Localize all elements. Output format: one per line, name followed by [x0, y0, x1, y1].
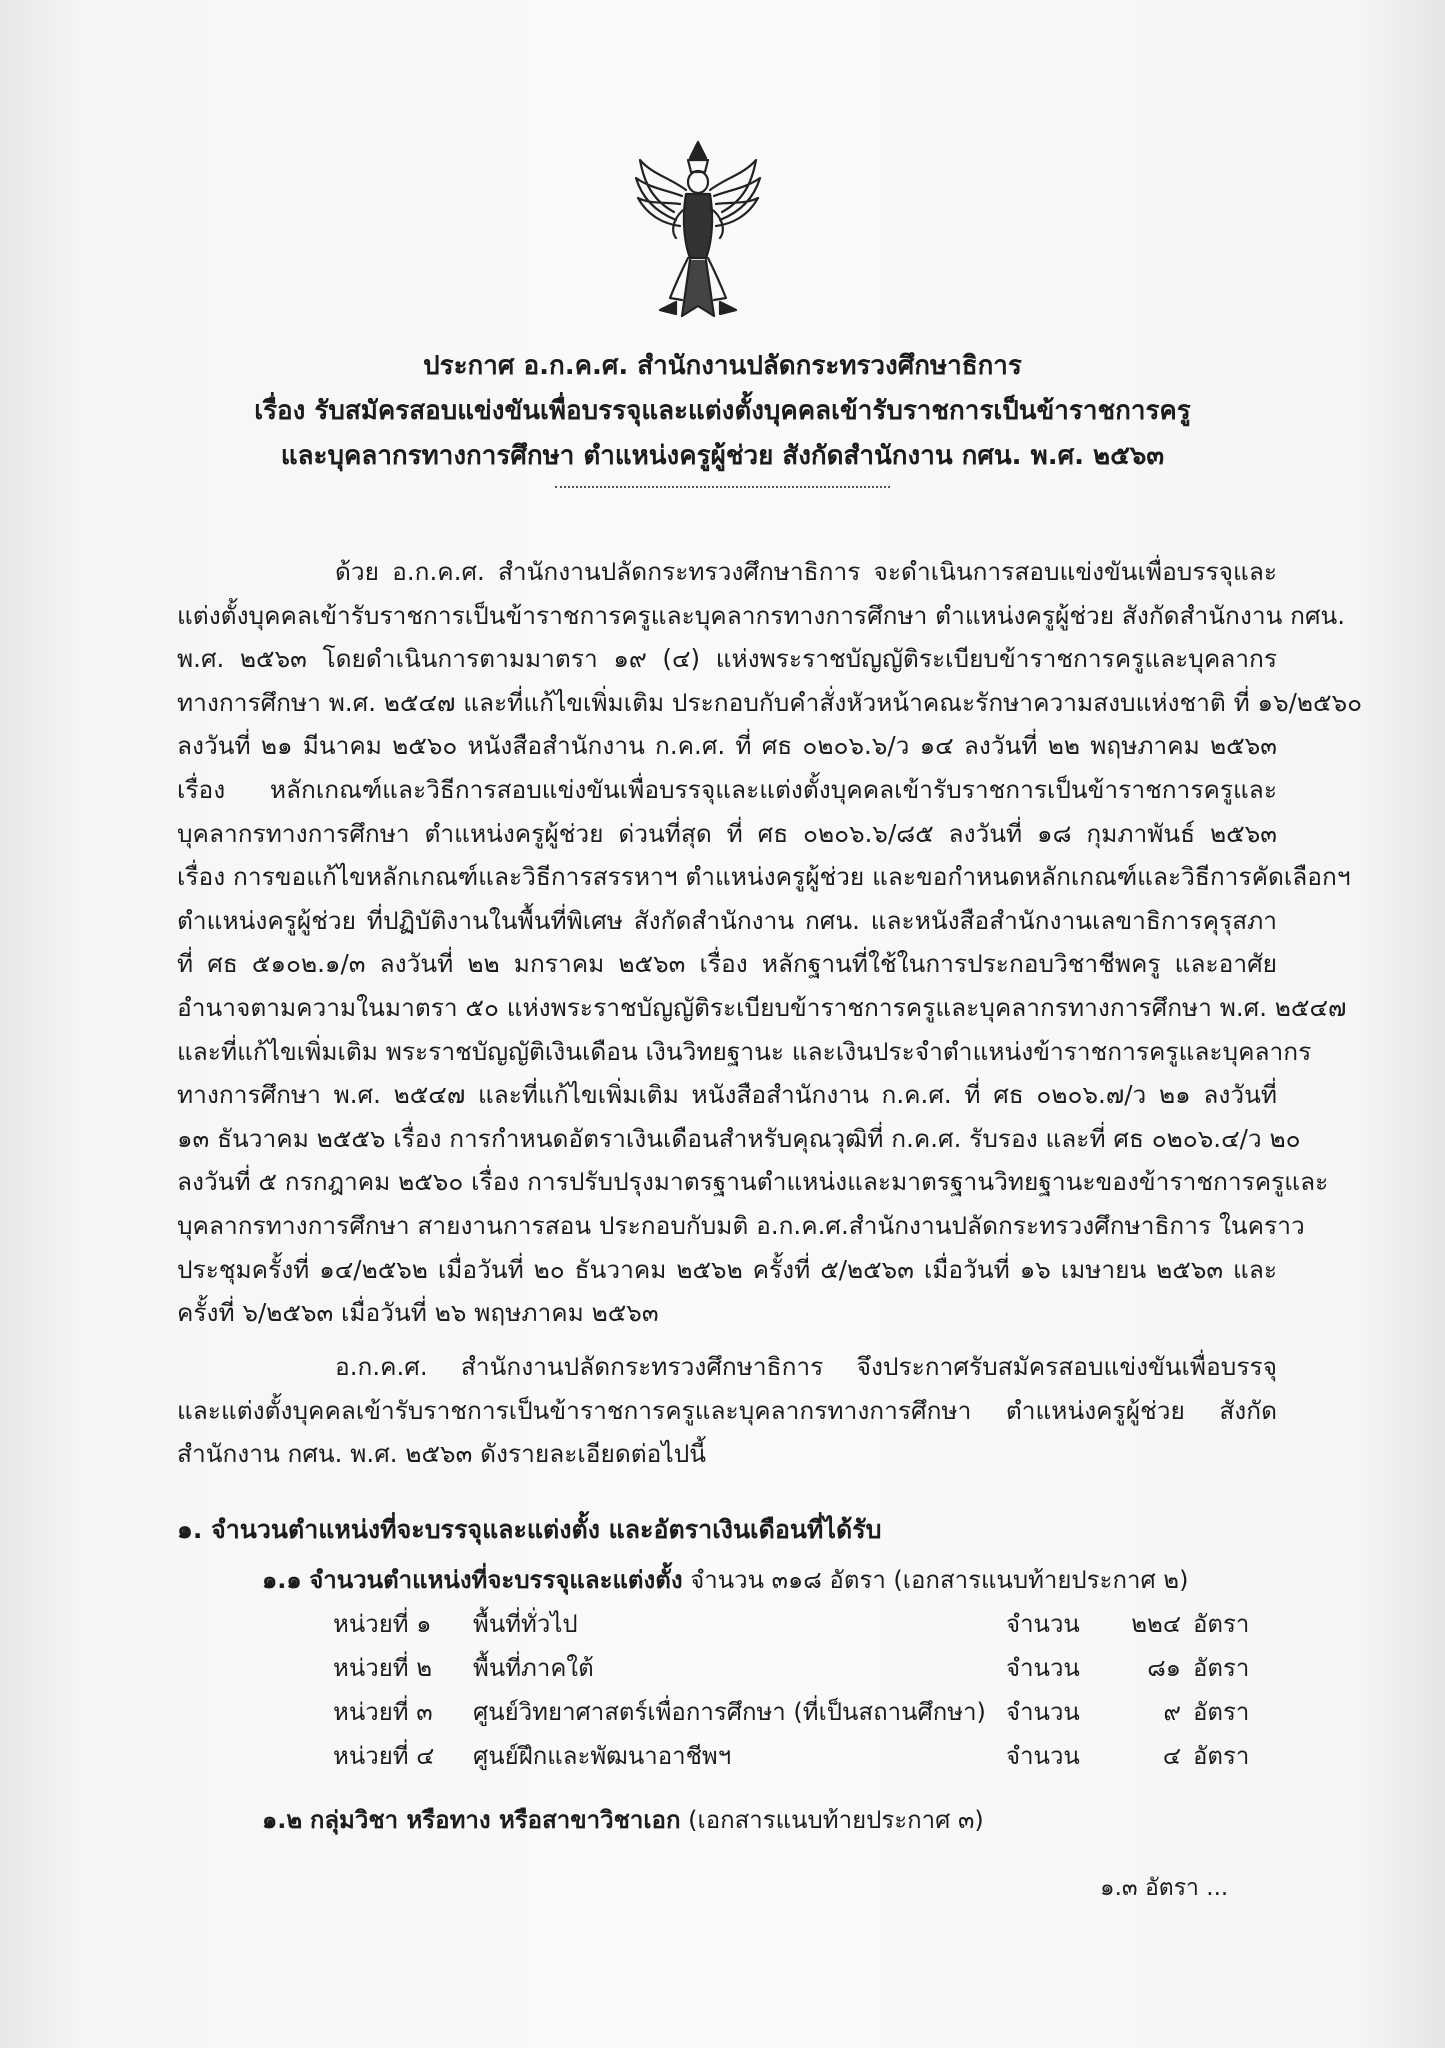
table-row	[333, 1604, 1250, 1648]
unit-count: ๒๒๔	[1131, 1610, 1181, 1638]
table-row	[333, 1648, 1250, 1692]
section-1-1-heading	[262, 1560, 1189, 1599]
title-separator	[555, 486, 890, 488]
unit-count-word: จำนวน	[1006, 1698, 1080, 1726]
paragraph-line: ทางการศึกษา พ.ศ. ๒๕๔๗ และที่แก้ไขเพิ่มเติม หนังสือสำนักงาน ก.ค.ศ. ที่ ศธ ๐๒๐๖.๗/ว ๒๑ ลงวันที่	[177, 1080, 1277, 1110]
unit-name: พื้นที่ทั่วไป	[473, 1610, 578, 1638]
paragraph-line: สำนักงาน กศน. พ.ศ. ๒๕๖๓ ดังรายละเอียดต่อไปนี้	[177, 1439, 707, 1469]
paragraph-line: ประชุมครั้งที่ ๑๔/๒๕๖๒ เมื่อวันที่ ๒๐ ธันวาคม ๒๕๖๒ ครั้งที่ ๕/๒๕๖๓ เมื่อวันที่ ๑๖ เมษายน ๒๕๖๓ และ	[177, 1254, 1277, 1284]
unit-label: หน่วยที่ ๒	[333, 1654, 433, 1682]
section-1-2-detail: (เอกสารแนบท้ายประกาศ ๓)	[688, 1806, 984, 1834]
announcement-paragraph	[177, 1345, 1277, 1476]
title-line-2: เรื่อง รับสมัครสอบแข่งขันเพื่อบรรจุและแต่งตั้งบุคคลเข้ารับราชการเป็นข้าราชการครู	[254, 396, 1191, 426]
unit-label: หน่วยที่ ๑	[333, 1610, 432, 1638]
unit-count: ๘๑	[1147, 1654, 1181, 1682]
paragraph-line: อำนาจตามความในมาตรา ๕๐ แห่งพระราชบัญญัติระเบียบข้าราชการครูและบุคลากรทางการศึกษา พ.ศ. ๒๕๔๗	[177, 992, 1347, 1022]
unit-name: ศูนย์ฝึกและพัฒนาอาชีพฯ	[473, 1742, 732, 1770]
paragraph-line: ลงวันที่ ๒๑ มีนาคม ๒๕๖๐ หนังสือสำนักงาน ก.ค.ศ. ที่ ศธ ๐๒๐๖.๖/ว ๑๔ ลงวันที่ ๒๒ พฤษภาคม ๒๕๖๓	[177, 731, 1277, 761]
paragraph-line: แต่งตั้งบุคคลเข้ารับราชการเป็นข้าราชการครูและบุคลากรทางการศึกษา ตำแหน่งครูผู้ช่วย สังกัดสำนักงาน กศน.	[177, 600, 1346, 630]
unit-suffix: อัตรา	[1193, 1698, 1250, 1726]
paragraph-line: และที่แก้ไขเพิ่มเติม พระราชบัญญัติเงินเดือน เงินวิทยฐานะ และเงินประจำตำแหน่งข้าราชการครูและบุคลากร	[177, 1036, 1312, 1066]
section-1-2-number: ๑.๒	[262, 1806, 303, 1834]
unit-name: พื้นที่ภาคใต้	[473, 1654, 594, 1682]
unit-count: ๔	[1162, 1742, 1181, 1770]
title-line-3: และบุคลากรทางการศึกษา ตำแหน่งครูผู้ช่วย สังกัดสำนักงาน กศน. พ.ศ. ๒๕๖๓	[280, 441, 1165, 471]
section-1-1-title: จำนวนตำแหน่งที่จะบรรจุและแต่งตั้ง	[309, 1566, 683, 1594]
unit-suffix: อัตรา	[1193, 1654, 1250, 1682]
unit-allocation-table	[333, 1604, 1250, 1780]
table-row	[333, 1692, 1250, 1736]
unit-suffix: อัตรา	[1193, 1742, 1250, 1770]
preamble-paragraph	[177, 550, 1363, 1335]
section-1-heading: ๑. จำนวนตำแหน่งที่จะบรรจุและแต่งตั้ง และอัตราเงินเดือนที่ได้รับ	[177, 1515, 882, 1544]
table-row	[333, 1736, 1250, 1780]
unit-label: หน่วยที่ ๔	[333, 1742, 435, 1770]
paragraph-line: ๑๓ ธันวาคม ๒๕๕๖ เรื่อง การกำหนดอัตราเงินเดือนสำหรับคุณวุฒิที่ ก.ค.ศ. รับรอง และที่ ศธ ๐๒๐๖.๔/ว ๒๐	[177, 1123, 1301, 1153]
paragraph-line: บุคลากรทางการศึกษา ตำแหน่งครูผู้ช่วย ด่วนที่สุด ที่ ศธ ๐๒๐๖.๖/๘๕ ลงวันที่ ๑๘ กุมภาพันธ์ ๒๕๖๓	[177, 818, 1277, 848]
paragraph-line: และแต่งตั้งบุคคลเข้ารับราชการเป็นข้าราชการครูและบุคลากรทางการศึกษา ตำแหน่งครูผู้ช่วย สังกัด	[177, 1395, 1277, 1425]
section-1-2-heading	[262, 1800, 984, 1839]
paragraph-line: บุคลากรทางการศึกษา สายงานการสอน ประกอบกับมติ อ.ก.ค.ศ.สำนักงานปลัดกระทรวงศึกษาธิการ ในคราว	[177, 1210, 1305, 1240]
unit-suffix: อัตรา	[1193, 1610, 1250, 1638]
section-1-1-number: ๑.๑	[262, 1566, 302, 1594]
paragraph-line: เรื่อง การขอแก้ไขหลักเกณฑ์และวิธีการสรรหาฯ ตำแหน่งครูผู้ช่วย และขอกำหนดหลักเกณฑ์และวิธีการคัดเลือกฯ	[177, 862, 1351, 892]
paragraph-line: เรื่อง หลักเกณฑ์และวิธีการสอบแข่งขันเพื่อบรรจุและแต่งตั้งบุคคลเข้ารับราชการเป็นข้าราชการครูและ	[177, 774, 1277, 804]
unit-label: หน่วยที่ ๓	[333, 1698, 433, 1726]
paragraph-line: ด้วย อ.ก.ค.ศ. สำนักงานปลัดกระทรวงศึกษาธิการ จะดำเนินการสอบแข่งขันเพื่อบรรจุและ	[335, 557, 1277, 586]
garuda-emblem-icon	[630, 138, 766, 326]
unit-count-word: จำนวน	[1006, 1742, 1080, 1770]
paragraph-line: ครั้งที่ ๖/๒๕๖๓ เมื่อวันที่ ๒๖ พฤษภาคม ๒๕๖๓	[177, 1298, 659, 1328]
paragraph-line: พ.ศ. ๒๕๖๓ โดยดำเนินการตามมาตรา ๑๙ (๔) แห่งพระราชบัญญัติระเบียบข้าราชการครูและบุคลากร	[177, 644, 1277, 674]
title-line-1: ประกาศ อ.ก.ค.ศ. สำนักงานปลัดกระทรวงศึกษาธิการ	[423, 351, 1022, 381]
unit-name: ศูนย์วิทยาศาสตร์เพื่อการศึกษา (ที่เป็นสถานศึกษา)	[473, 1698, 986, 1726]
paragraph-line: ที่ ศธ ๕๑๐๒.๑/๓ ลงวันที่ ๒๒ มกราคม ๒๕๖๓ เรื่อง หลักฐานที่ใช้ในการประกอบวิชาชีพครู และอาศัย	[177, 949, 1277, 979]
section-1-1-detail: จำนวน ๓๑๘ อัตรา (เอกสารแนบท้ายประกาศ ๒)	[690, 1566, 1189, 1594]
unit-count: ๙	[1163, 1698, 1181, 1726]
document-title	[150, 344, 1295, 479]
page-continuation: ๑.๓ อัตรา ...	[1100, 1875, 1229, 1901]
unit-count-word: จำนวน	[1006, 1610, 1080, 1638]
section-1-2-title: กลุ่มวิชา หรือทาง หรือสาขาวิชาเอก	[309, 1806, 681, 1834]
unit-count-word: จำนวน	[1006, 1654, 1080, 1682]
paragraph-line: อ.ก.ค.ศ. สำนักงานปลัดกระทรวงศึกษาธิการ จึงประกาศรับสมัครสอบแข่งขันเพื่อบรรจุ	[335, 1352, 1277, 1381]
paragraph-line: ลงวันที่ ๕ กรกฎาคม ๒๕๖๐ เรื่อง การปรับปรุงมาตรฐานตำแหน่งและมาตรฐานวิทยฐานะของข้าราชการครูและ	[177, 1167, 1329, 1197]
paragraph-line: ทางการศึกษา พ.ศ. ๒๕๔๗ และที่แก้ไขเพิ่มเติม ประกอบกับคำสั่งหัวหน้าคณะรักษาความสงบแห่งชาติ ที่ ๑๖/๒๕๖๐	[177, 687, 1363, 717]
paragraph-line: ตำแหน่งครูผู้ช่วย ที่ปฏิบัติงานในพื้นที่พิเศษ สังกัดสำนักงาน กศน. และหนังสือสำนักงานเลขาธิการคุรุสภา	[177, 905, 1277, 935]
